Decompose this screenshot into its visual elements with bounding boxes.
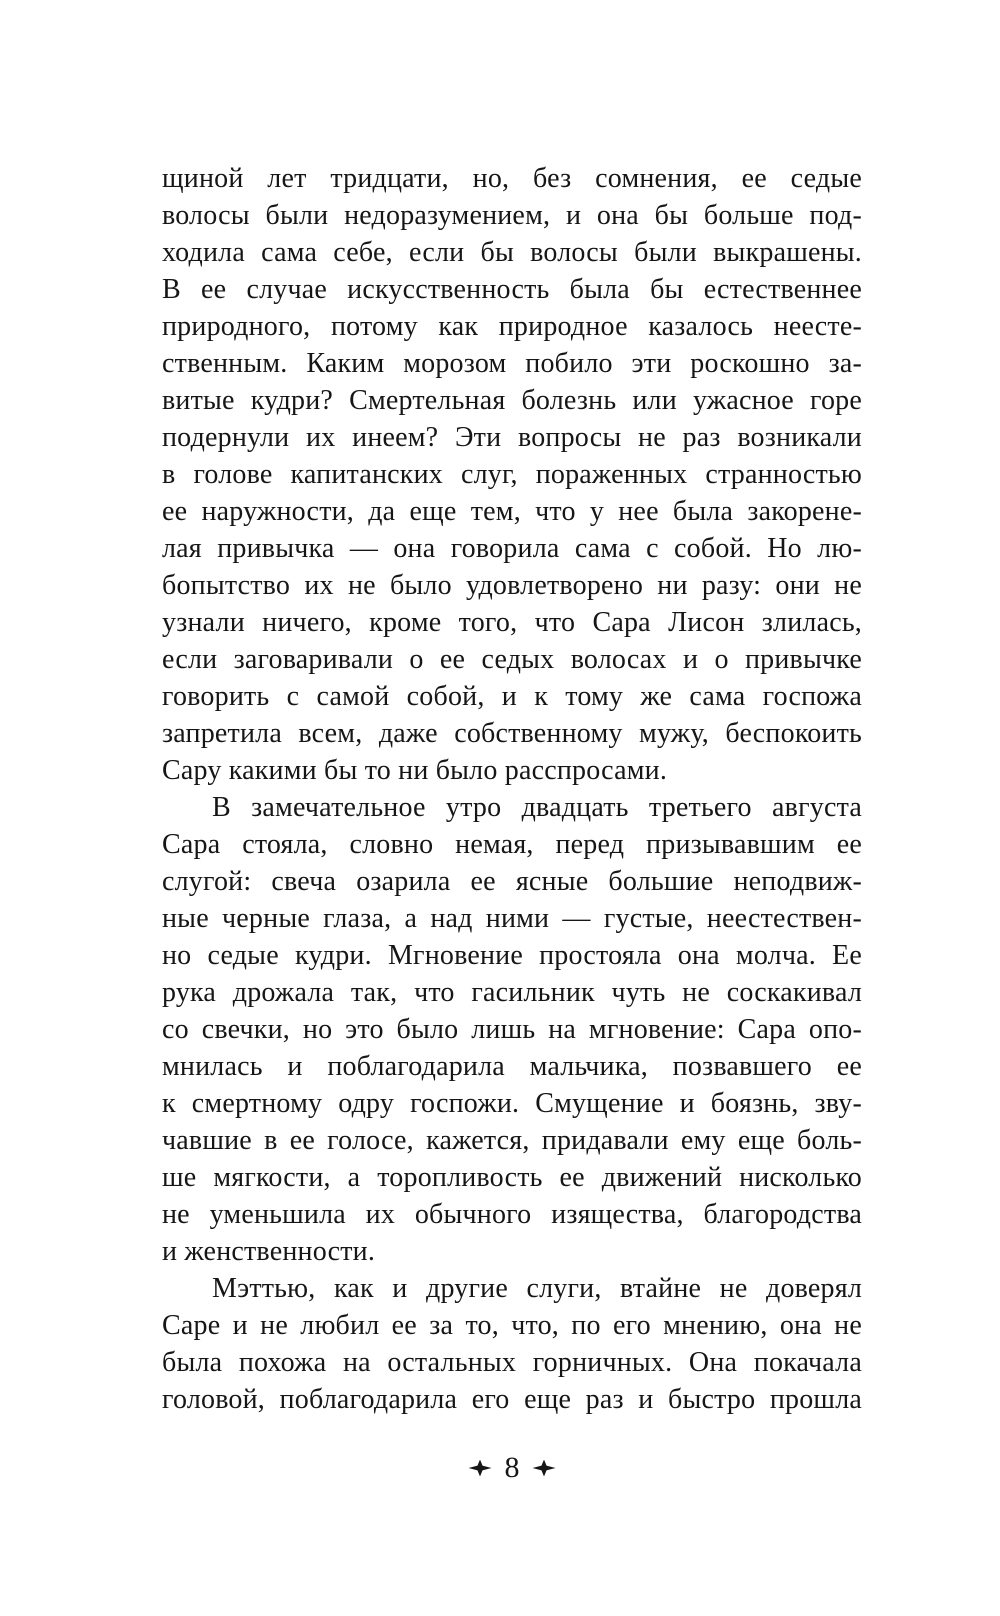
text-line: чавшие в ее голосе, кажется, придавали ему еще боль- [162,1125,862,1156]
text-line: бопытство их не было удовлетворено ни разу: они не [162,570,862,601]
text-line: запретила всем, даже собственному мужу, беспокоить [162,718,862,749]
text-line: ственным. Каким морозом побило эти роскошно за- [162,348,862,379]
four-pointed-star-icon [469,1460,492,1477]
text-line: но седые кудри. Мгновение простояла она молча. Ее [162,940,862,971]
four-pointed-star-icon [533,1460,556,1477]
text-line: если заговаривали о ее седых волосах и о привычке [162,644,862,675]
text-line: в голове капитанских слуг, пораженных странностью [162,459,862,490]
text-line: со свечки, но это было лишь на мгновение: Сара опо- [162,1014,862,1045]
text-line: говорить с самой собой, и к тому же сама госпожа [162,681,862,712]
text-line: мнилась и поблагодарила мальчика, позвавшего ее [162,1051,862,1082]
text-line: витые кудри? Смертельная болезнь или ужасное горе [162,385,862,416]
text-line: природного, потому как природное казалось неесте- [162,311,862,342]
text-line: рука дрожала так, что гасильник чуть не соскакивал [162,977,862,1008]
text-line: подернули их инеем? Эти вопросы не раз возникали [162,422,862,453]
page-footer [162,1448,862,1488]
text-line: лая привычка — она говорила сама с собой. Но лю- [162,533,862,564]
page-number: 8 [504,1451,520,1484]
text-line: В замечательное утро двадцать третьего августа [212,792,862,823]
text-line: волосы были недоразумением, и она бы больше под- [162,200,862,231]
text-line: ходила сама себе, если бы волосы были выкрашены. [162,237,862,268]
text-line: узнали ничего, кроме того, что Сара Лисон злилась, [162,607,862,638]
text-line: ее наружности, да еще тем, что у нее была закорене- [162,496,862,527]
text-line: ше мягкости, а торопливость ее движений нисколько [162,1162,862,1193]
text-line: В ее случае искусственность была бы естественнее [162,274,862,305]
text-line: не уменьшила их обычного изящества, благородства [162,1199,862,1230]
text-line: Сара стояла, словно немая, перед призывавшим ее [162,829,862,860]
text-line: Мэттью, как и другие слуги, втайне не доверял [212,1273,862,1304]
text-line: Саре и не любил ее за то, что, по его мнению, она не [162,1310,862,1341]
text-line: головой, поблагодарила его еще раз и быстро прошла [162,1384,862,1415]
text-line: к смертному одру госпожи. Смущение и боязнь, зву- [162,1088,862,1119]
text-line: Сару какими бы то ни было расспросами. [162,755,668,786]
text-line: щиной лет тридцати, но, без сомнения, ее седые [162,163,862,194]
text-block [162,160,862,1418]
text-line: была похожа на остальных горничных. Она покачала [162,1347,862,1378]
text-line: слугой: свеча озарила ее ясные большие неподвиж- [162,866,862,897]
text-line: и женственности. [162,1236,376,1267]
text-line: ные черные глаза, а над ними — густые, неестествен- [162,903,862,934]
